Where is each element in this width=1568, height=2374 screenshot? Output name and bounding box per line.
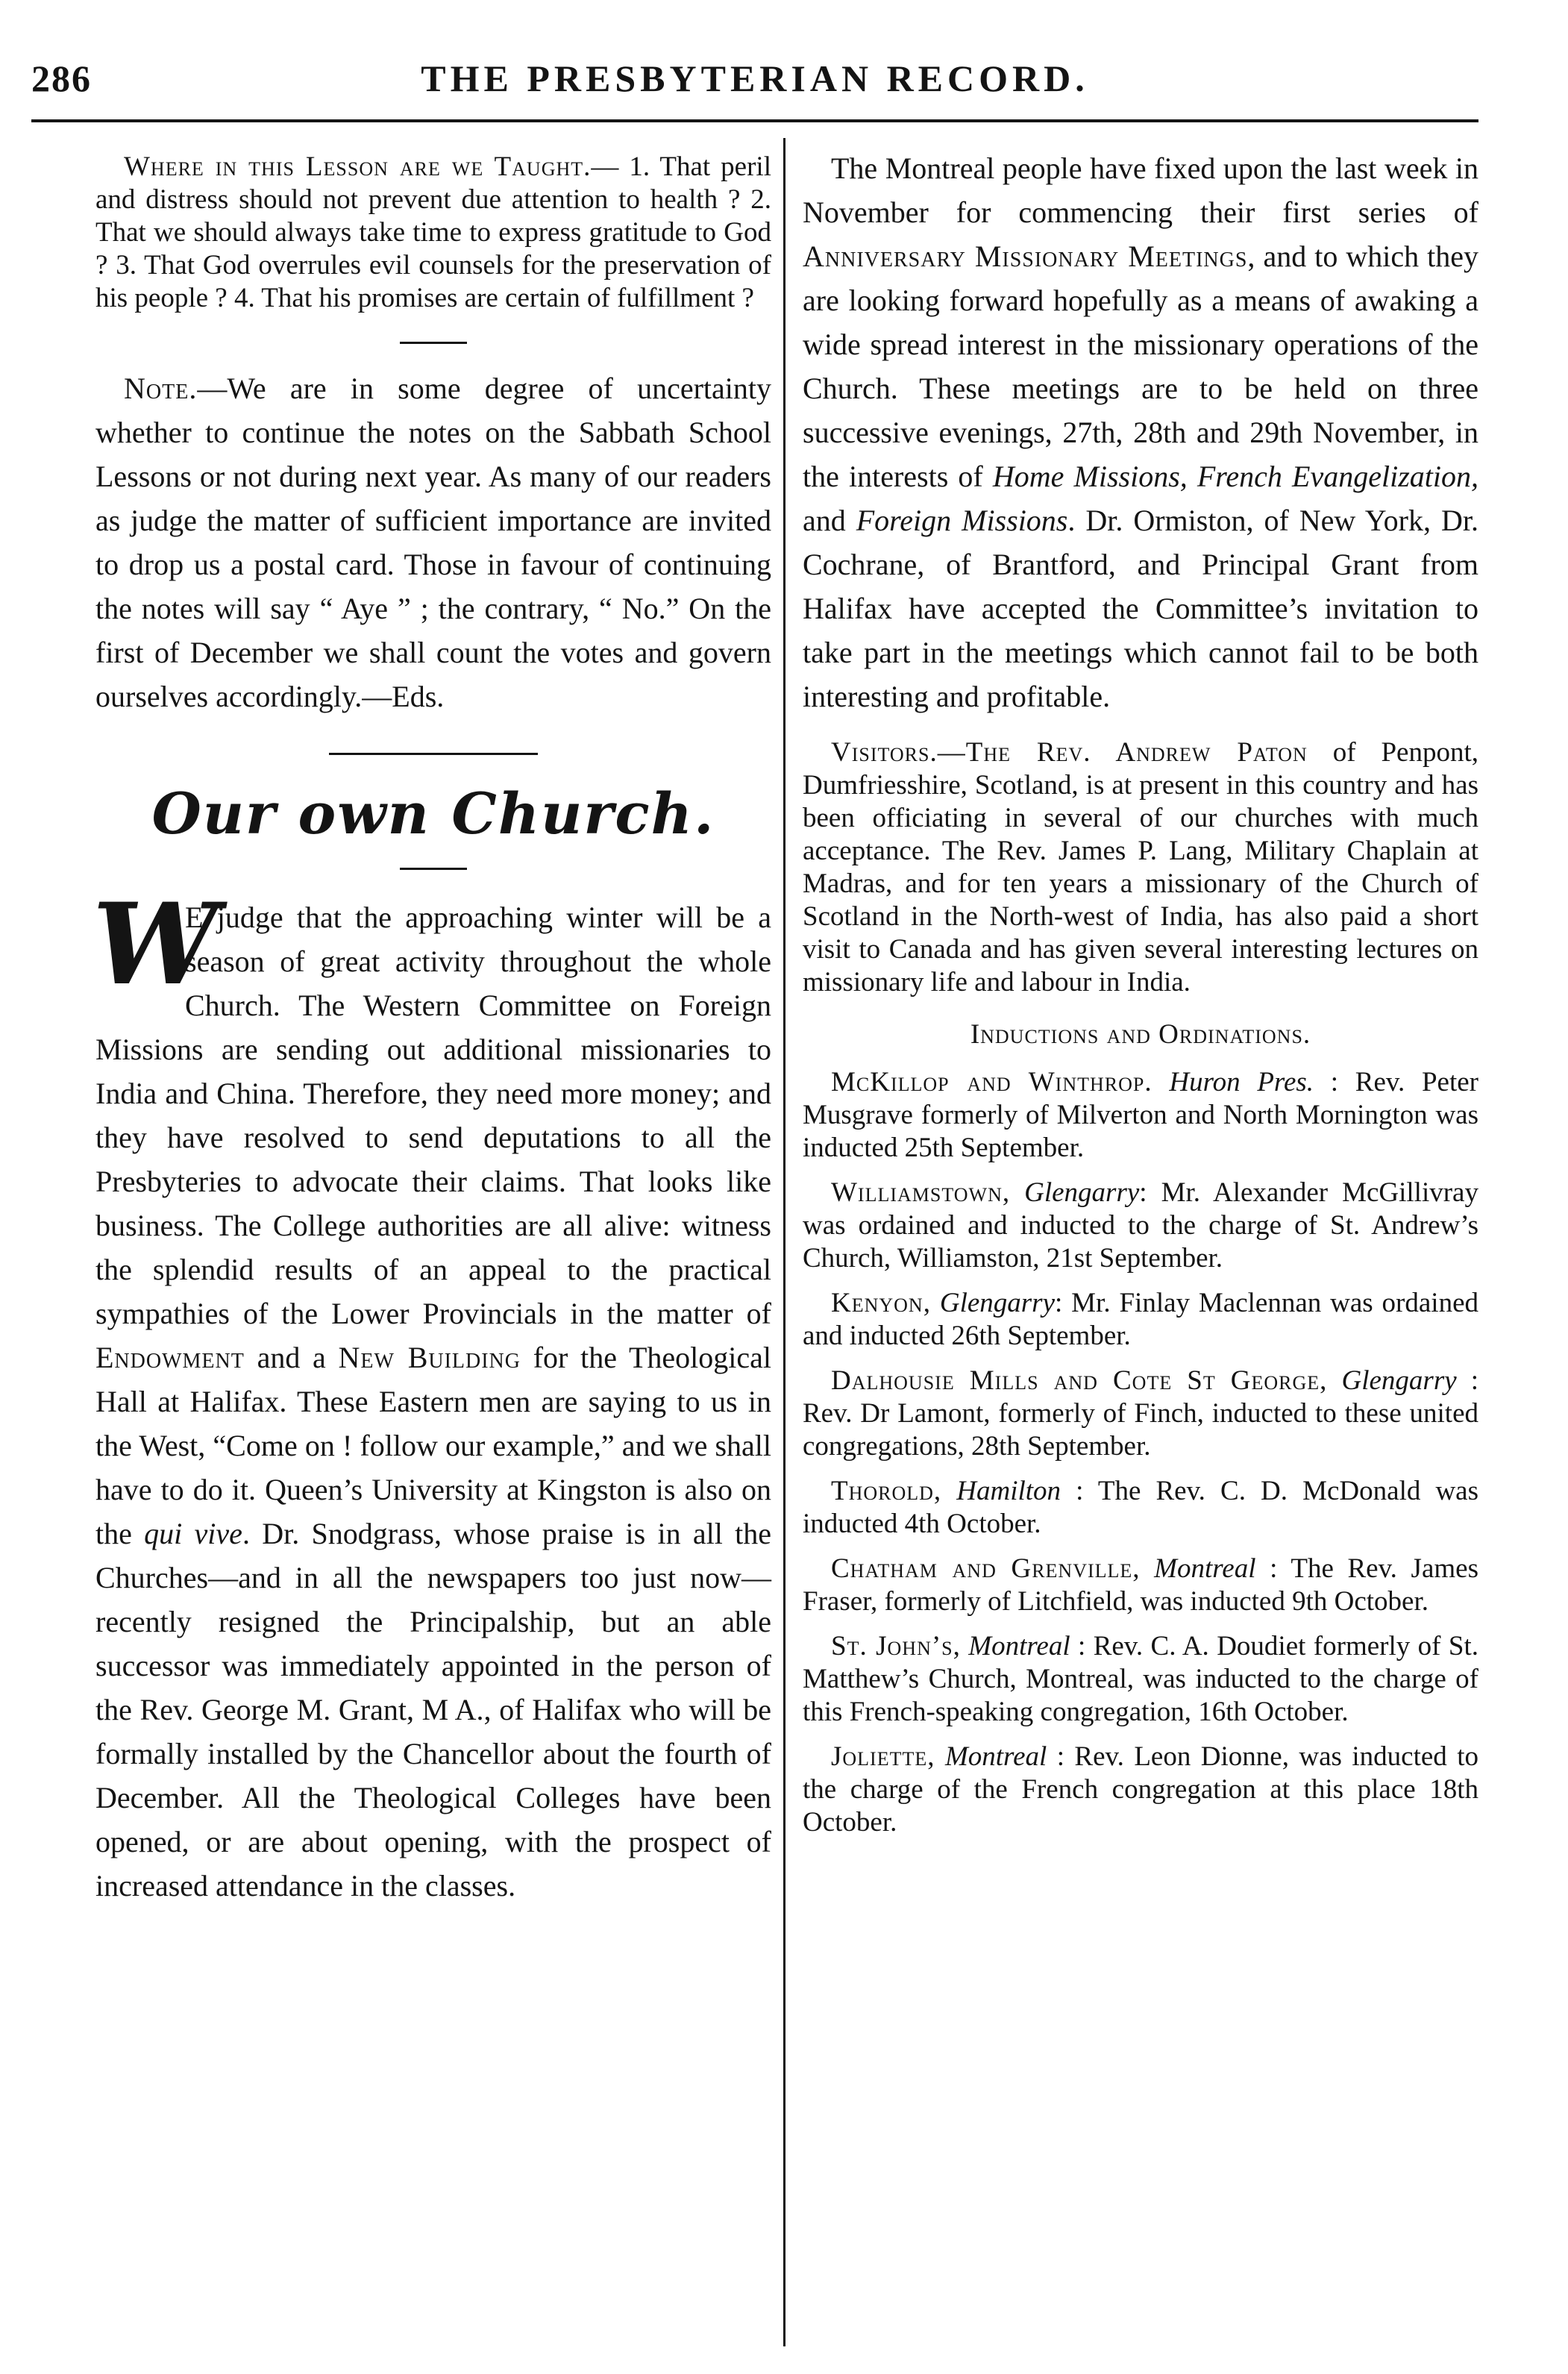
church-text-and: and a bbox=[244, 1341, 339, 1374]
montreal-paragraph bbox=[803, 146, 1478, 718]
induction-entry bbox=[803, 1066, 1478, 1165]
induction-entry bbox=[803, 1177, 1478, 1275]
induction-text: : Rev. Leon Dionne, was inducted to the charge of the French congregation at this place 18th October. bbox=[803, 1741, 1478, 1838]
induction-presbytery: Montreal bbox=[935, 1741, 1047, 1772]
endowment-term: Endowment bbox=[95, 1341, 245, 1374]
induction-place: Dalhousie Mills and Cote St George, bbox=[831, 1365, 1328, 1396]
drop-cap: W bbox=[92, 879, 219, 1010]
missions-term: Home Missions, French Evangelization, bbox=[992, 460, 1478, 493]
note-text: —We are in some degree of uncertainty whether to continue the notes on the Sabbath School Lessons or not during next year. As many of our readers as judge the matter of sufficient importance are invited to drop us a postal card. Those in favour of continuing the notes will say “ Aye ” ; the contrary, “ No.” On the first of December we shall count the votes and govern ourselves accordingly.—Eds. bbox=[95, 372, 771, 713]
note-paragraph bbox=[95, 366, 771, 718]
right-column bbox=[803, 142, 1478, 1851]
induction-text: : Rev. Dr Lamont, formerly of Finch, inducted to these united congregations, 28th September. bbox=[803, 1365, 1478, 1462]
induction-text: : Rev. Peter Musgrave formerly of Milverton and North Mornington was inducted 25th September. bbox=[803, 1067, 1478, 1163]
anniversary-meetings-term: Anniversary Missionary Meetings bbox=[803, 239, 1248, 273]
church-text-3: . Dr. Snodgrass, whose praise is in all the Churches—and in all the newspapers too just now—recently resigned the Principalship, but an able successor was immediately appointed in the person of the Rev. George M. Grant, M A., of Halifax who will be formally installed by the Chancellor about the fourth of December. All the Theological Colleges have been opened, or are about opening, with the prospect of increased attendance in the classes. bbox=[95, 1517, 771, 1902]
induction-place: Chatham and Grenville, bbox=[831, 1553, 1141, 1584]
section-divider bbox=[329, 753, 538, 755]
note-lead: Note. bbox=[124, 372, 198, 405]
induction-place: McKillop and Winthrop. bbox=[831, 1067, 1153, 1097]
section-heading: Our own Church. bbox=[151, 780, 715, 847]
induction-entry bbox=[803, 1365, 1478, 1463]
induction-place: St. John’s, bbox=[831, 1631, 961, 1662]
induction-presbytery: Hamilton bbox=[941, 1476, 1061, 1506]
induction-text: : The Rev. James Fraser, formerly of Litchfield, was inducted 9th October. bbox=[803, 1553, 1478, 1617]
induction-entry bbox=[803, 1475, 1478, 1541]
journal-title: THE PRESBYTERIAN RECORD. bbox=[421, 57, 1089, 99]
column-rule bbox=[783, 138, 785, 2346]
foreign-missions-term: Foreign Missions bbox=[856, 504, 1068, 537]
induction-presbytery: Glengarry bbox=[1010, 1177, 1140, 1208]
induction-text: : The Rev. C. D. McDonald was inducted 4th October. bbox=[803, 1476, 1478, 1539]
page-number: 286 bbox=[31, 57, 92, 99]
induction-presbytery: Montreal bbox=[960, 1631, 1070, 1662]
induction-entry bbox=[803, 1553, 1478, 1618]
header-rule bbox=[31, 119, 1478, 122]
inductions-heading: Inductions and Ordinations. bbox=[970, 1019, 1311, 1050]
new-building-term: New Building bbox=[338, 1341, 521, 1374]
induction-text: : Mr. Alexander McGillivray was ordained and inducted to the charge of St. Andrew’s Church, Williamston, 21st September. bbox=[803, 1177, 1478, 1274]
section-divider bbox=[400, 342, 467, 344]
lesson-questions-text: — 1. That peril and distress should not prevent due attention to health ? 2. That we should always take time to express gratitude to God ? 3. That God overrules evil counsels for the preservation of his people ? 4. That his promises are certain of fulfillment ? bbox=[95, 151, 771, 313]
induction-presbytery: Huron Pres. bbox=[1152, 1067, 1314, 1097]
induction-text: : Rev. C. A. Doudiet formerly of St. Matthew’s Church, Montreal, was inducted to the charge of this French-speaking congregation, 16th October. bbox=[803, 1631, 1478, 1727]
montreal-text-3: and bbox=[803, 504, 856, 537]
lesson-questions-lead: Where in this Lesson are we Taught. bbox=[124, 151, 592, 182]
left-column bbox=[92, 142, 772, 1908]
induction-place: Kenyon, bbox=[831, 1288, 931, 1318]
induction-presbytery: Montreal bbox=[1140, 1553, 1256, 1584]
visitors-text: of Penpont, Dumfriesshire, Scotland, is at present in this country and has been officiating in several of our churches with much acceptance. The Rev. James P. Lang, Military Chaplain at Madras, and for ten years a missionary of the Church of Scotland in the North-west of India, has also paid a short visit to Canada and has given several interesting lectures on missionary life and labour in India. bbox=[803, 737, 1478, 997]
induction-place: Joliette, bbox=[831, 1741, 935, 1772]
montreal-text-2: , and to which they are looking forward hopefully as a means of awaking a wide spread interest in the missionary operations of the Church. These meetings are to be held on three successive evenings, 27th, 28th and 29th November, in the interests of bbox=[803, 239, 1478, 493]
visitors-paragraph bbox=[803, 736, 1478, 999]
church-text-1: E judge that the approaching winter will be a season of great activity throughout the whole Church. The Western Committee on Foreign Missions are sending out additional missionaries to India and China. Therefore, they need more money; and they have resolved to send deputations to all the Presbyteries to advocate their claims. That looks like business. The College authorities are all alive: witness the splendid results of an appeal to the practical sympathies of the Lower Provincials in the matter of bbox=[95, 901, 771, 1330]
induction-text: : Mr. Finlay Maclennan was ordained and inducted 26th September. bbox=[803, 1288, 1478, 1351]
lesson-questions bbox=[95, 151, 771, 315]
induction-entry bbox=[803, 1630, 1478, 1729]
montreal-text-4: . Dr. Ormiston, of New York, Dr. Cochrane, of Brantford, and Principal Grant from Halifax have accepted the Committee’s invitation to take part in the meetings which cannot fail to be both interesting and profitable. bbox=[803, 504, 1478, 713]
church-paragraph bbox=[92, 879, 772, 1908]
induction-entry bbox=[803, 1287, 1478, 1353]
qui-vive-term: qui vive bbox=[144, 1517, 242, 1550]
induction-place: Williamstown, bbox=[831, 1177, 1011, 1208]
church-text-2: for the Theological Hall at Halifax. These Eastern men are saying to us in the West, “Come on ! follow our example,” and we shall have to do it. Queen’s University at Kingston is also on the bbox=[95, 1341, 772, 1550]
inductions-list bbox=[803, 1066, 1478, 1839]
induction-entry bbox=[803, 1741, 1478, 1839]
running-header bbox=[31, 51, 1478, 110]
visitors-lead: Visitors.—The Rev. Andrew Paton bbox=[831, 737, 1308, 768]
heading-rule bbox=[400, 868, 467, 870]
montreal-text-1: The Montreal people have fixed upon the last week in November for commencing their first series of bbox=[803, 151, 1478, 229]
induction-place: Thorold, bbox=[831, 1476, 942, 1506]
induction-presbytery: Glengarry bbox=[930, 1288, 1055, 1318]
induction-presbytery: Glengarry bbox=[1327, 1365, 1457, 1396]
